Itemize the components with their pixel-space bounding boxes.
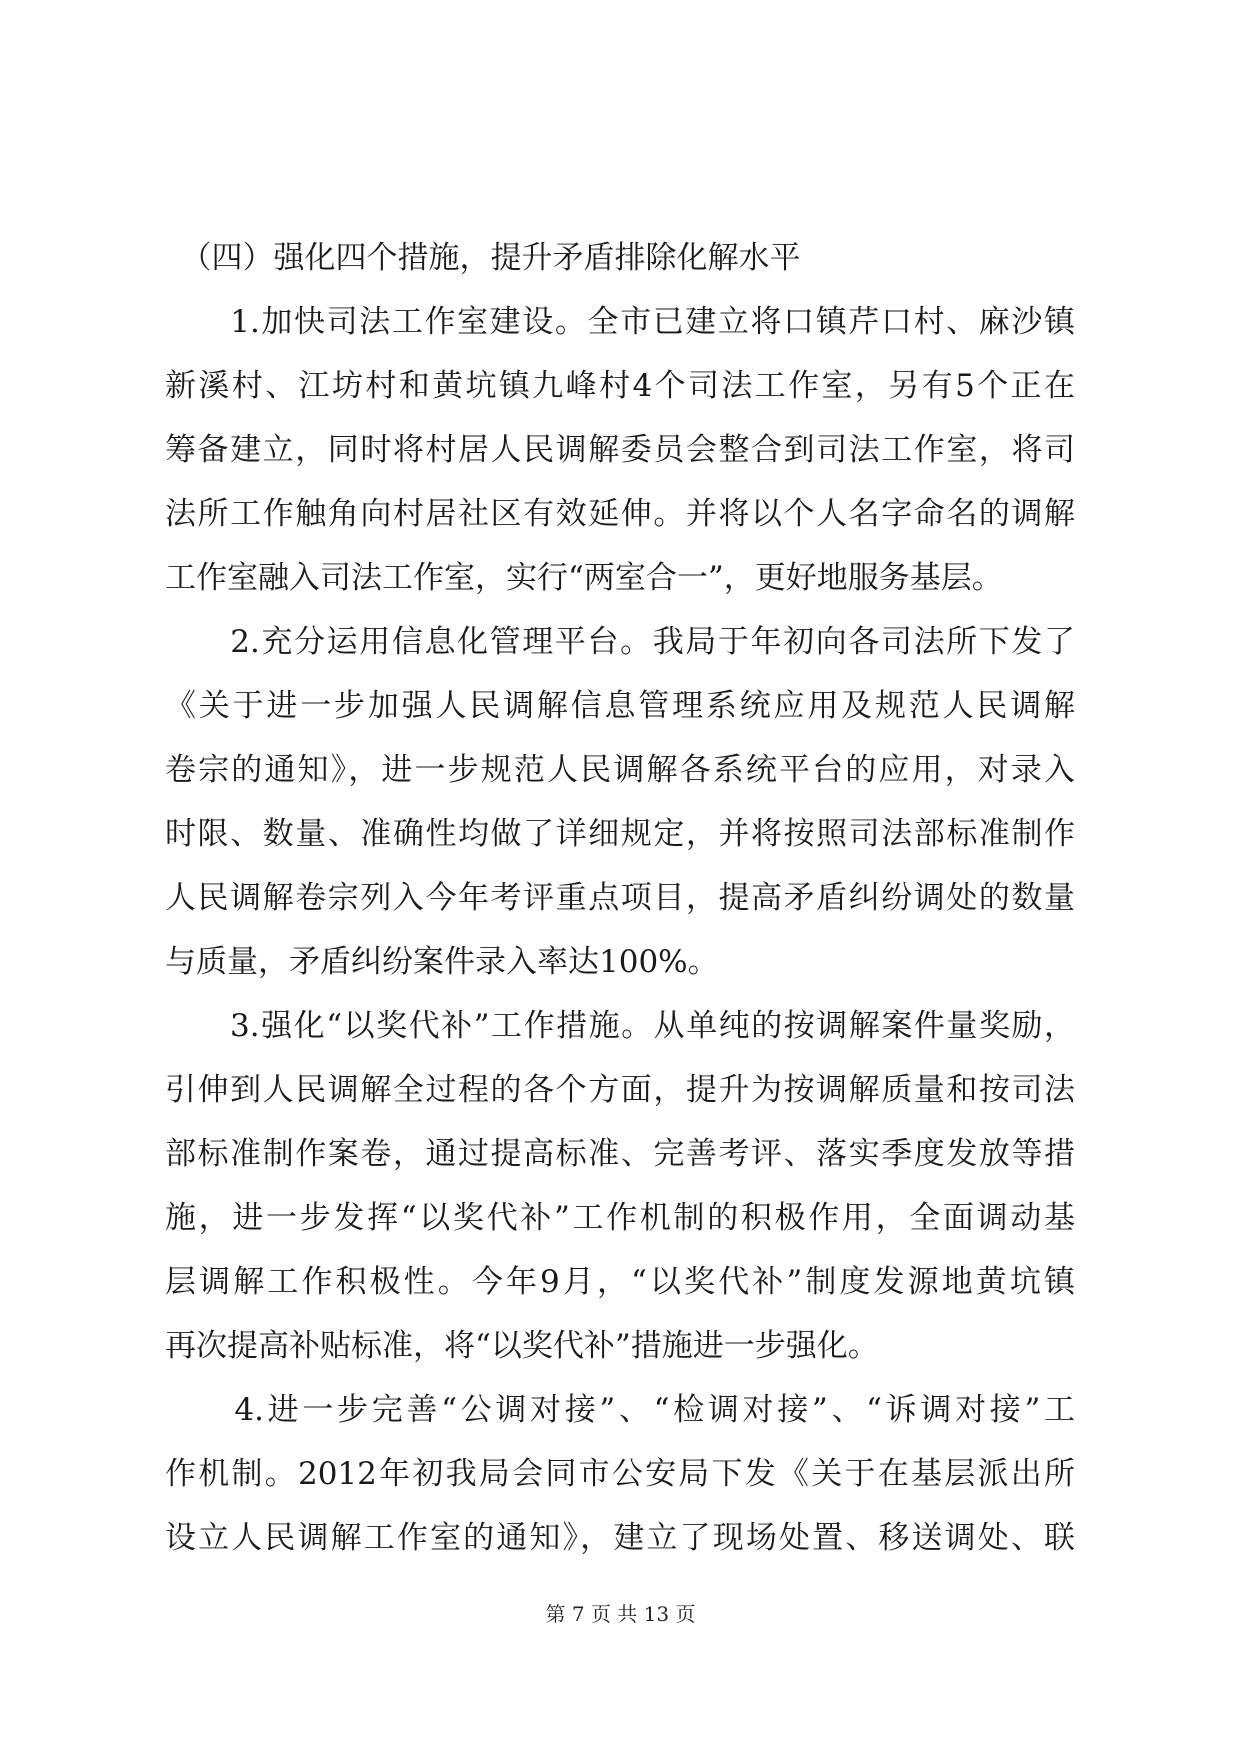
text-line: 4.进一步完善“公调对接”、“检调对接”、“诉调对接”工 [165, 1392, 1075, 1428]
text-line: 卷宗的通知》，进一步规范人民调解各系统平台的应用，对录入 [165, 752, 1075, 788]
text-line: 3.强化“以奖代补”工作措施。从单纯的按调解案件量奖励， [165, 1008, 1075, 1044]
text-line: 施，进一步发挥“以奖代补”工作机制的积极作用，全面调动基 [165, 1200, 1075, 1236]
text-line: 与质量，矛盾纠纷案件录入率达100%。 [165, 944, 719, 980]
text-line: 筹备建立，同时将村居人民调解委员会整合到司法工作室，将司 [165, 432, 1075, 468]
text-line: 作机制。2012年初我局会同市公安局下发《关于在基层派出所 [165, 1456, 1075, 1492]
text-line: 人民调解卷宗列入今年考评重点项目，提高矛盾纠纷调处的数量 [165, 880, 1075, 916]
text-line: 再次提高补贴标准，将“以奖代补”措施进一步强化。 [165, 1328, 879, 1364]
page-footer: 第 7 页 共 13 页 [545, 1602, 696, 1626]
text-line: 新溪村、江坊村和黄坑镇九峰村4个司法工作室，另有5个正在 [165, 368, 1075, 404]
text-line: 层调解工作积极性。今年9月，“以奖代补”制度发源地黄坑镇 [165, 1264, 1075, 1300]
text-line: 引伸到人民调解全过程的各个方面，提升为按调解质量和按司法 [165, 1072, 1075, 1108]
text-line: 设立人民调解工作室的通知》，建立了现场处置、移送调处、联 [165, 1520, 1075, 1556]
section-heading: （四）强化四个措施，提升矛盾排除化解水平 [165, 240, 801, 276]
text-line: 2.充分运用信息化管理平台。我局于年初向各司法所下发了 [165, 624, 1075, 660]
text-line: 工作室融入司法工作室，实行“两室合一”，更好地服务基层。 [165, 560, 1003, 596]
text-line: 部标准制作案卷，通过提高标准、完善考评、落实季度发放等措 [165, 1136, 1075, 1172]
text-line: 法所工作触角向村居社区有效延伸。并将以个人名字命名的调解 [165, 496, 1075, 532]
text-line: 1.加快司法工作室建设。全市已建立将口镇芹口村、麻沙镇 [165, 304, 1075, 340]
text-line: 《关于进一步加强人民调解信息管理系统应用及规范人民调解 [165, 688, 1075, 724]
text-line: 时限、数量、准确性均做了详细规定，并将按照司法部标准制作 [165, 816, 1075, 852]
document-body [165, 226, 1075, 1570]
